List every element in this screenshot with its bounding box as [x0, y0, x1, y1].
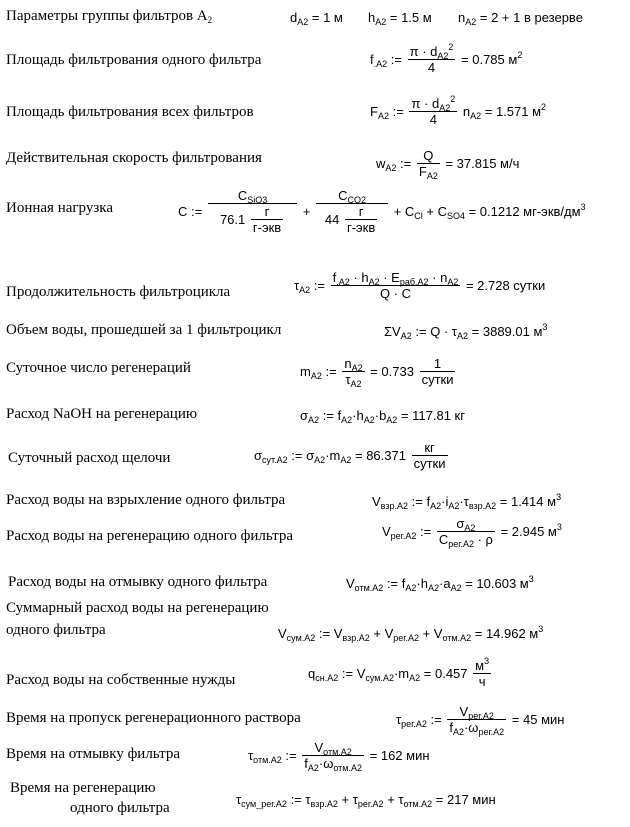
label-filtration-speed: Действительная скорость фильтрования — [6, 150, 262, 166]
label-loosening-water: Расход воды на взрыхление одного фильтра — [6, 492, 286, 508]
formula-ion-load: C := $C_{SiO3}$ 76.1 $\frac{г}{\text{г-экв}}$ + $C_{CO2}$ 44 $\frac{г}{\text{г-экв}}$ + $C_{Cl} + C_{SO4} = 0.1212$ $мг-экв/дм^3$ — [178, 188, 586, 235]
label-total-regeneration-water: Суммарный расход воды на регенерацию — [6, 600, 269, 616]
formula-naoh-consumption: $\sigma_{A2}$ := $f_{A2}\cdot h_{A2}\cdot b_{A2} = 117.81$ кг — [300, 408, 465, 425]
label-water-volume-cycle: Объем воды, прошедшей за 1 фильтроцикл — [6, 322, 282, 338]
param-n: $n_{A2} = 2 + 1$ в резерве — [458, 10, 583, 27]
label-rinse-time: Время на отмывку фильтра — [6, 746, 180, 762]
label-own-needs-water: Расход воды на собственные нужды — [6, 672, 236, 688]
label-filter-cycle: Продолжительность фильтроцикла — [6, 284, 231, 300]
formula-regenerations-per-day: $m_{A2}$ := $\frac{n_{A2}}{\tau_{A2}}$ = 0.733 $\frac{1}{\text{сутки}}$ — [300, 356, 454, 389]
label-regenerations-per-day: Суточное число регенераций — [6, 360, 191, 376]
formula-water-volume-cycle: $\Sigma V_{A2}$ := $Q \cdot \tau_{A2} = 3889.01$ $м^3$ — [384, 322, 548, 341]
formula-area-one-filter: $f_{.A2}$ := $\frac{\pi \cdot d_{A2}^2}{4}$ = 0.785 $м^2$ — [370, 42, 523, 75]
formula-rinse-water: $V_{отм.A2}$ := $f_{A2}\cdot h_{A2}\cdot a_{A2} = 10.603$ $м^3$ — [346, 574, 534, 593]
param-d: $d_{A2} = 1$ м — [290, 10, 343, 27]
label-regeneration-solution-time: Время на пропуск регенерационного раствора — [6, 710, 301, 726]
formula-daily-alkali: $\sigma_{сут.A2}$ := $\sigma_{A2}\cdot m_{A2} = 86.371$ $\frac{кг}{\text{сутки}}$ — [254, 440, 446, 471]
formula-total-regeneration-water: $V_{сум.A2}$ := $V_{взр.A2} + V_{рег.A2} + V_{отм.A2} = 14.962$ $м^3$ — [278, 624, 544, 643]
formula-regeneration-solution-time: $\tau_{рег.A2}$ := $\frac{V_{рег.A2}}{f_{A2}\cdot\omega_{рег.A2}}$ = 45 мин — [396, 704, 565, 737]
label-area-one-filter: Площадь фильтрования одного фильтра — [6, 52, 262, 68]
label-parameters: Параметры группы фильтров $A_2$ — [6, 8, 213, 25]
formula-own-needs-water: $q_{сн.A2}$ := $V_{сум.A2}\cdot m_{A2} = 0.457$ $\frac{м^3}{ч}$ — [308, 656, 490, 689]
label-area-all-filters: Площадь фильтрования всех фильтров — [6, 104, 254, 120]
formula-loosening-water: $V_{взр.A2}$ := $f_{A2}\cdot i_{A2}\cdot\tau_{взр.A2} = 1.414$ $м^3$ — [372, 492, 562, 511]
label-ion-load: Ионная нагрузка — [6, 200, 113, 216]
formula-filtration-speed: $w_{A2}$ := $\frac{Q}{F_{A2}}$ = 37.815 м/ч — [376, 148, 520, 181]
formula-area-all-filters: $F_{A2}$ := $\frac{\pi \cdot d_{A2}^2}{4}$ $n_{A2} = 1.571$ $м^2$ — [370, 94, 547, 127]
formula-filter-cycle: $\tau_{A2}$ := $\frac{f_{.A2} \cdot h_{A2} \cdot E_{раб.A2} \cdot n_{A2}}{Q \cdot C}$ = 2.728 сутки — [294, 270, 546, 301]
param-h: $h_{A2} = 1.5$ м — [368, 10, 432, 27]
formula-total-regeneration-time: $\tau_{сум\_рег.A2}$ := $\tau_{взр.A2} + \tau_{рег.A2} + \tau_{отм.A2} = 217$ мин — [236, 792, 496, 809]
label-rinse-water: Расход воды на отмывку одного фильтра — [8, 574, 268, 590]
formula-regeneration-water: $V_{рег.A2}$ := $\frac{\sigma_{A2}}{C_{рег.A2} \cdot \rho}$ = 2.945 $м^3$ — [382, 516, 562, 549]
label-regeneration-water: Расход воды на регенерацию одного фильтра — [6, 528, 294, 544]
label-daily-alkali: Суточный расход щелочи — [8, 450, 171, 466]
label-naoh-consumption: Расход NaOH на регенерацию — [6, 406, 198, 422]
label-total-regeneration-time-line2: одного фильтра — [70, 800, 170, 816]
formula-rinse-time: $\tau_{отм.A2}$ := $\frac{V_{отм.A2}}{f_{A2}\cdot\omega_{отм.A2}}$ = 162 мин — [248, 740, 430, 773]
label-total-regeneration-water-line2: одного фильтра — [6, 622, 106, 638]
label-total-regeneration-time: Время на регенерацию — [10, 780, 156, 796]
